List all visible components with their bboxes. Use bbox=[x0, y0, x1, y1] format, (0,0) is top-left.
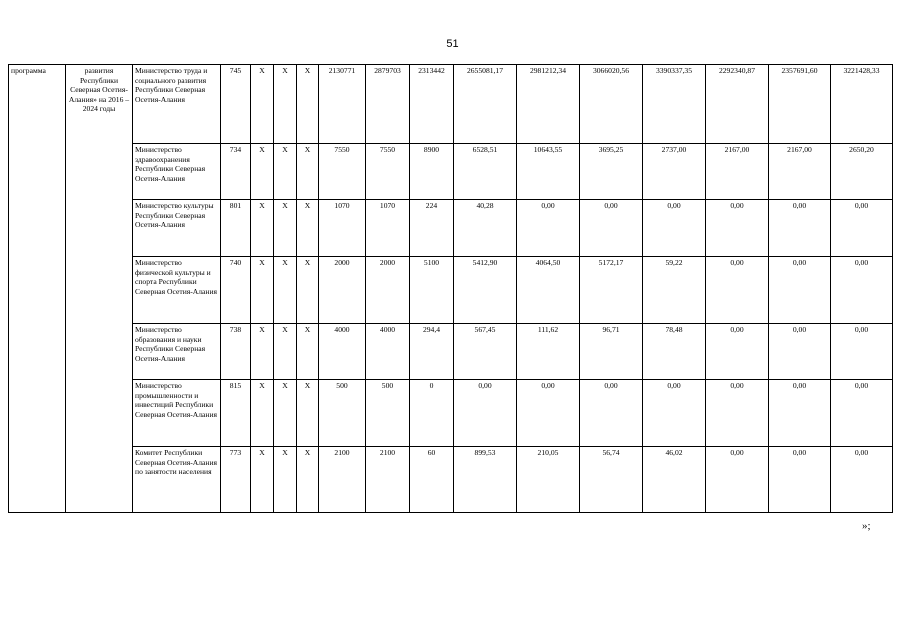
amount-cell: 3221428,33 bbox=[831, 65, 893, 144]
x-marker-cell: X bbox=[274, 200, 297, 257]
budget-table-body bbox=[9, 65, 893, 513]
amount-cell: 2737,00 bbox=[643, 144, 706, 200]
amount-cell: 294,4 bbox=[410, 324, 454, 380]
amount-cell: 7550 bbox=[319, 144, 366, 200]
executor-cell: Министерство образования и науки Республики Северная Осетия-Алания bbox=[133, 324, 221, 380]
executor-cell: Министерство здравоохранения Республики Северная Осетия-Алания bbox=[133, 144, 221, 200]
amount-cell: 0,00 bbox=[580, 380, 643, 447]
executor-cell: Министерство физической культуры и спорта Республики Северная Осетия-Алания bbox=[133, 257, 221, 324]
executor-cell: Министерство труда и социального развития Республики Северная Осетия-Алания bbox=[133, 65, 221, 144]
amount-cell: 0,00 bbox=[831, 447, 893, 513]
budget-code-cell: 815 bbox=[221, 380, 251, 447]
amount-cell: 10643,55 bbox=[517, 144, 580, 200]
amount-cell: 2000 bbox=[319, 257, 366, 324]
amount-cell: 2981212,34 bbox=[517, 65, 580, 144]
table-row bbox=[9, 200, 893, 257]
table-row bbox=[9, 380, 893, 447]
amount-cell: 0,00 bbox=[769, 257, 831, 324]
amount-cell: 2879703 bbox=[366, 65, 410, 144]
closing-quote-mark: »; bbox=[862, 520, 871, 532]
amount-cell: 0,00 bbox=[706, 447, 769, 513]
amount-cell: 0,00 bbox=[517, 380, 580, 447]
amount-cell: 0,00 bbox=[769, 447, 831, 513]
amount-cell: 59,22 bbox=[643, 257, 706, 324]
budget-code-cell: 734 bbox=[221, 144, 251, 200]
amount-cell: 0,00 bbox=[831, 380, 893, 447]
x-marker-cell: X bbox=[297, 144, 319, 200]
table-row bbox=[9, 324, 893, 380]
table-row bbox=[9, 257, 893, 324]
table-row bbox=[9, 144, 893, 200]
x-marker-cell: X bbox=[274, 380, 297, 447]
x-marker-cell: X bbox=[251, 200, 274, 257]
budget-code-cell: 773 bbox=[221, 447, 251, 513]
x-marker-cell: X bbox=[297, 447, 319, 513]
x-marker-cell: X bbox=[274, 447, 297, 513]
amount-cell: 0,00 bbox=[831, 257, 893, 324]
amount-cell: 56,74 bbox=[580, 447, 643, 513]
x-marker-cell: X bbox=[251, 380, 274, 447]
amount-cell: 567,45 bbox=[454, 324, 517, 380]
amount-cell: 500 bbox=[366, 380, 410, 447]
amount-cell: 0,00 bbox=[517, 200, 580, 257]
amount-cell: 2292340,87 bbox=[706, 65, 769, 144]
amount-cell: 2100 bbox=[366, 447, 410, 513]
budget-code-cell: 801 bbox=[221, 200, 251, 257]
amount-cell: 500 bbox=[319, 380, 366, 447]
budget-code-cell: 745 bbox=[221, 65, 251, 144]
x-marker-cell: X bbox=[297, 380, 319, 447]
amount-cell: 2000 bbox=[366, 257, 410, 324]
amount-cell: 0,00 bbox=[706, 257, 769, 324]
amount-cell: 96,71 bbox=[580, 324, 643, 380]
amount-cell: 7550 bbox=[366, 144, 410, 200]
amount-cell: 2167,00 bbox=[769, 144, 831, 200]
amount-cell: 0,00 bbox=[831, 324, 893, 380]
x-marker-cell: X bbox=[251, 447, 274, 513]
amount-cell: 5412,90 bbox=[454, 257, 517, 324]
amount-cell: 0,00 bbox=[831, 200, 893, 257]
x-marker-cell: X bbox=[251, 144, 274, 200]
amount-cell: 0,00 bbox=[769, 380, 831, 447]
amount-cell: 0,00 bbox=[580, 200, 643, 257]
amount-cell: 1070 bbox=[366, 200, 410, 257]
x-marker-cell: X bbox=[274, 324, 297, 380]
x-marker-cell: X bbox=[274, 65, 297, 144]
amount-cell: 4000 bbox=[366, 324, 410, 380]
amount-cell: 0,00 bbox=[454, 380, 517, 447]
amount-cell: 40,28 bbox=[454, 200, 517, 257]
amount-cell: 210,05 bbox=[517, 447, 580, 513]
x-marker-cell: X bbox=[297, 200, 319, 257]
amount-cell: 0,00 bbox=[769, 324, 831, 380]
x-marker-cell: X bbox=[297, 65, 319, 144]
amount-cell: 4064,50 bbox=[517, 257, 580, 324]
amount-cell: 3390337,35 bbox=[643, 65, 706, 144]
amount-cell: 0,00 bbox=[706, 380, 769, 447]
x-marker-cell: X bbox=[297, 324, 319, 380]
amount-cell: 224 bbox=[410, 200, 454, 257]
amount-cell: 0,00 bbox=[706, 200, 769, 257]
amount-cell: 3695,25 bbox=[580, 144, 643, 200]
amount-cell: 2357691,60 bbox=[769, 65, 831, 144]
amount-cell: 8900 bbox=[410, 144, 454, 200]
amount-cell: 0,00 bbox=[769, 200, 831, 257]
table-row bbox=[9, 447, 893, 513]
amount-cell: 3066020,56 bbox=[580, 65, 643, 144]
x-marker-cell: X bbox=[251, 324, 274, 380]
amount-cell: 5100 bbox=[410, 257, 454, 324]
amount-cell: 0,00 bbox=[643, 380, 706, 447]
amount-cell: 60 bbox=[410, 447, 454, 513]
x-marker-cell: X bbox=[274, 144, 297, 200]
amount-cell: 78,48 bbox=[643, 324, 706, 380]
amount-cell: 899,53 bbox=[454, 447, 517, 513]
amount-cell: 111,62 bbox=[517, 324, 580, 380]
amount-cell: 6528,51 bbox=[454, 144, 517, 200]
budget-table bbox=[8, 64, 893, 513]
x-marker-cell: X bbox=[297, 257, 319, 324]
amount-cell: 1070 bbox=[319, 200, 366, 257]
amount-cell: 0,00 bbox=[643, 200, 706, 257]
budget-code-cell: 740 bbox=[221, 257, 251, 324]
amount-cell: 0,00 bbox=[706, 324, 769, 380]
program-label-cell: программа bbox=[9, 65, 66, 513]
executor-cell: Министерство промышленности и инвестиций Республики Северная Осетия-Алания bbox=[133, 380, 221, 447]
program-name-cell: развития Республики Северная Осетия-Алания» на 2016 – 2024 годы bbox=[66, 65, 133, 513]
amount-cell: 4000 bbox=[319, 324, 366, 380]
x-marker-cell: X bbox=[251, 257, 274, 324]
x-marker-cell: X bbox=[274, 257, 297, 324]
amount-cell: 2130771 bbox=[319, 65, 366, 144]
amount-cell: 46,02 bbox=[643, 447, 706, 513]
table-row bbox=[9, 65, 893, 144]
amount-cell: 2313442 bbox=[410, 65, 454, 144]
x-marker-cell: X bbox=[251, 65, 274, 144]
executor-cell: Министерство культуры Республики Северная Осетия-Алания bbox=[133, 200, 221, 257]
amount-cell: 5172,17 bbox=[580, 257, 643, 324]
page-number: 51 bbox=[446, 38, 459, 50]
executor-cell: Комитет Республики Северная Осетия-Алания по занятости населения bbox=[133, 447, 221, 513]
budget-code-cell: 738 bbox=[221, 324, 251, 380]
amount-cell: 2655081,17 bbox=[454, 65, 517, 144]
amount-cell: 2167,00 bbox=[706, 144, 769, 200]
amount-cell: 0 bbox=[410, 380, 454, 447]
amount-cell: 2650,20 bbox=[831, 144, 893, 200]
amount-cell: 2100 bbox=[319, 447, 366, 513]
